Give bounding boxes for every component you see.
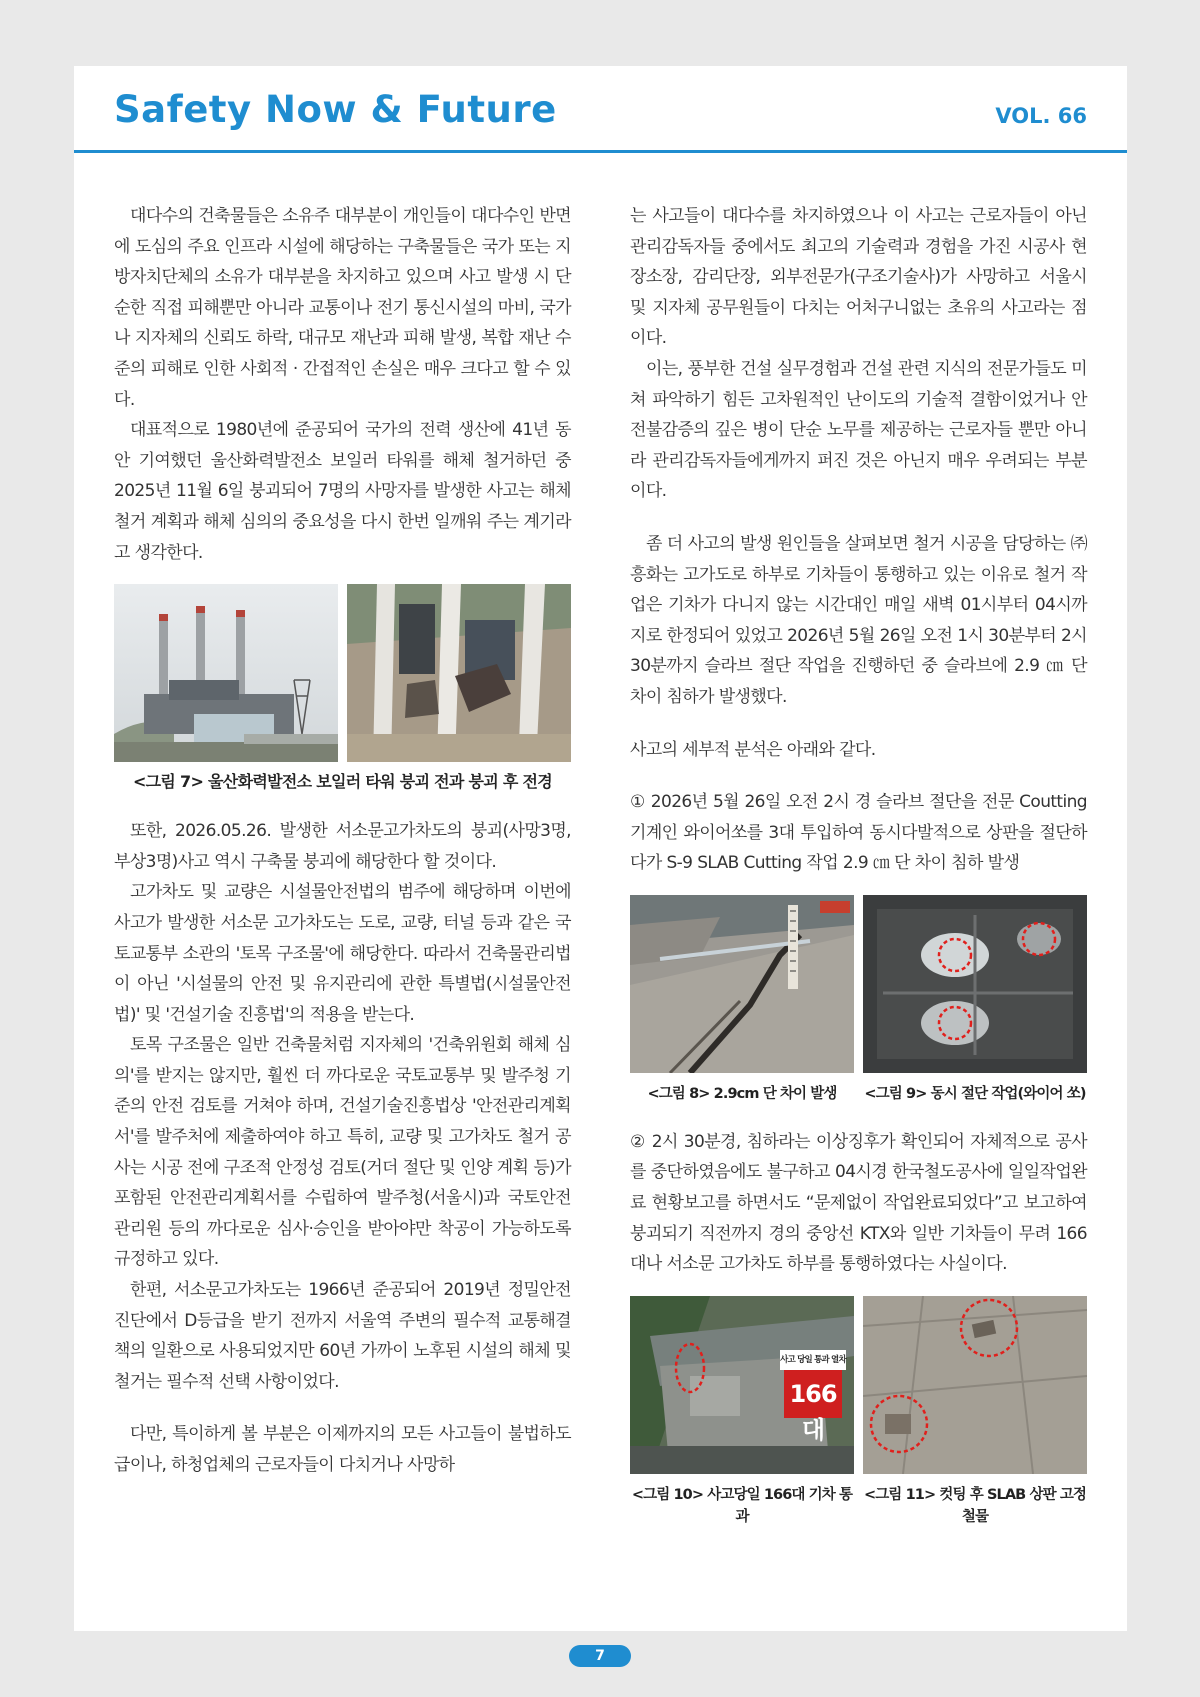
figure-8-caption: <그림 8> 2.9cm 단 차이 발생 (647, 1085, 837, 1102)
paragraph: 또한, 2026.05.26. 발생한 서소문고가차도의 붕괴(사망3명, 부상3명)사고 역시 구축물 붕괴에 해당한다 할 것이다. (114, 821, 571, 872)
figure-8-9 (630, 895, 1087, 1073)
slab-fixture-photo (863, 1296, 1087, 1474)
spacer (630, 1105, 1087, 1127)
spacer (630, 507, 1087, 529)
figure-10-caption: <그림 10> 사고당일 166대 기차 통과 (631, 1486, 853, 1525)
paragraph: 토목 구조물은 일반 건축물처럼 지자체의 '건축위원회 해체 심의'를 받지는 않지만, 훨씬 더 까다로운 국토교통부 및 발주청 기준의 안전 검토를 거쳐야 하며, 건설기술진흥법상 '안전관리계획서'를 발주처에 제출하여야 하고 특히, 교량 및 고가차도 철거 공사는 시공 전에 구조적 안정성 검토(거더 절단 및 인양 계획 등)가 포함된 안전관리계획서를 수립하여 발주청(서울시)과 국토안전관리원 등의 까다로운 심사·승인을 받아야만 착공이 가능하도록 규정하고 있다. (114, 1035, 571, 1270)
page-number: 7 (569, 1645, 631, 1667)
wire-saw-cutting-photo (863, 895, 1087, 1073)
left-column (114, 201, 571, 1481)
paragraph: 대표적으로 1980년에 준공되어 국가의 전력 생산에 41년 동안 기여했던 울산화력발전소 보일러 타워를 해체 철거하던 중 2025년 11월 6일 붕괴되어 7명의 사망자를 발생한 사고는 해체 철거 계획과 해체 심의의 중요성을 다시 한번 일깨워 주는 계기라고 생각한다. (114, 420, 571, 563)
volume-label: VOL. 66 (995, 104, 1087, 128)
figure-8-9-captions (630, 1083, 1087, 1105)
figure-10-11 (630, 1296, 1087, 1474)
figure-11-caption: <그림 11> 컷팅 후 SLAB 상판 고정철물 (863, 1486, 1087, 1525)
aerial-train-photo (630, 1296, 854, 1474)
power-plant-after-photo (347, 584, 571, 762)
paragraph: 고가차도 및 교량은 시설물안전법의 범주에 해당하며 이번에 사고가 발생한 서소문 고가차도는 도로, 교량, 터널 등과 같은 국토교통부 소관의 '토목 구조물'에 해당한다. 따라서 건축물관리법이 아닌 '시설물의 안전 및 유지관리에 관한 특별법(시설물안전법)' 및 '건설기술 진흥법'의 적용을 받는다. (114, 882, 571, 1025)
paragraph: 한편, 서소문고가차도는 1966년 준공되어 2019년 정밀안전진단에서 D등급을 받기 전까지 서울역 주변의 필수적 교통해결책의 일환으로 사용되었지만 60년 가까이 노후된 시설의 해체 및 철거는 필수적 선택 사항이었다. (114, 1280, 571, 1392)
train-count-sign-value: 166대 (789, 1379, 837, 1444)
spacer (114, 794, 571, 816)
paragraph: 사고의 세부적 분석은 아래와 같다. (630, 739, 876, 760)
right-column (630, 201, 1087, 1528)
magazine-title: Safety Now & Future (114, 88, 557, 131)
train-count-sign-label: 사고 당일 통과 열차 (780, 1354, 846, 1365)
figure-9-caption: <그림 9> 동시 절단 작업(와이어 쏘) (864, 1085, 1086, 1102)
paragraph: ② 2시 30분경, 침하라는 이상징후가 확인되어 자체적으로 공사를 중단하였음에도 불구하고 04시경 한국철도공사에 일일작업완료 현황보고를 하면서도 “문제없이 작업완료되었다”고 보고하여 붕괴되기 직전까지 경의 중앙선 KTX와 일반 기차들이 무려 166대나 서소문 고가차도 하부를 통행하였다는 사실이다. (630, 1131, 1087, 1275)
paragraph: 대다수의 건축물들은 소유주 대부분이 개인들이 대다수인 반면에 도심의 주요 인프라 시설에 해당하는 구축물들은 국가 또는 지방자치단체의 소유가 대부분을 차지하고 있으며 사고 발생 시 단순한 직접 피해뿐만 아니라 교통이나 전기 통신시설의 마비, 국가나 지자체의 신뢰도 하락, 대규모 재난과 피해 발생, 복합 재난 수준의 피해로 인한 사회적 · 간접적인 손실은 매우 크다고 할 수 있다. (114, 206, 571, 410)
spacer (630, 713, 1087, 735)
paragraph: 다만, 특이하게 볼 부분은 이제까지의 모든 사고들이 불법하도급이나, 하청업체의 근로자들이 다치거나 사망하 (114, 1424, 571, 1475)
figure-7-caption: <그림 7> 울산화력발전소 보일러 타워 붕괴 전과 붕괴 후 전경 (132, 772, 553, 792)
page (74, 66, 1127, 1631)
spacer (114, 1397, 571, 1419)
slab-crack-photo (630, 895, 854, 1073)
paragraph: 이는, 풍부한 건설 실무경험과 건설 관련 지식의 전문가들도 미쳐 파악하기 힘든 고차원적인 난이도의 기술적 결함이었거나 안전불감증의 깊은 병이 단순 노무를 제공하는 근로자들 뿐만 아니라 관리감독자들에게까지 퍼진 것은 아닌지 매우 우려되는 부분이다. (630, 358, 1087, 502)
power-plant-before-photo (114, 584, 338, 762)
paragraph: 좀 더 사고의 발생 원인들을 살펴보면 철거 시공을 담당하는 ㈜흥화는 고가도로 하부로 기차들이 통행하고 있는 이유로 철거 작업은 기차가 다니지 않는 시간대인 매일 새벽 01시부터 04시까지로 한정되어 있었고 2026년 5월 26일 오전 1시 30분부터 2시 30분까지 슬라브 절단 작업을 진행하던 중 슬라브에 2.9 ㎝ 단 차이 침하가 발생했다. (630, 533, 1087, 707)
spacer (630, 765, 1087, 787)
figure-10-11-captions (630, 1484, 1087, 1528)
paragraph: ① 2026년 5월 26일 오전 2시 경 슬라브 절단을 전문 Coutting 기계인 와이어쏘를 3대 투입하여 동시다발적으로 상판을 절단하다가 S-9 SLAB Cutting 작업 2.9 ㎝ 단 차이 침하 발생 (630, 792, 1087, 874)
figure-7 (114, 584, 571, 762)
header-divider (74, 150, 1127, 153)
paragraph: 는 사고들이 대다수를 차지하였으나 이 사고는 근로자들이 아닌 관리감독자들 중에서도 최고의 기술력과 경험을 가진 시공사 현장소장, 감리단장, 외부전문가(구조기술사)가 사망하고 서울시 및 지자체 공무원들이 다치는 어처구니없는 초유의 사고라는 점이다. (630, 206, 1087, 349)
